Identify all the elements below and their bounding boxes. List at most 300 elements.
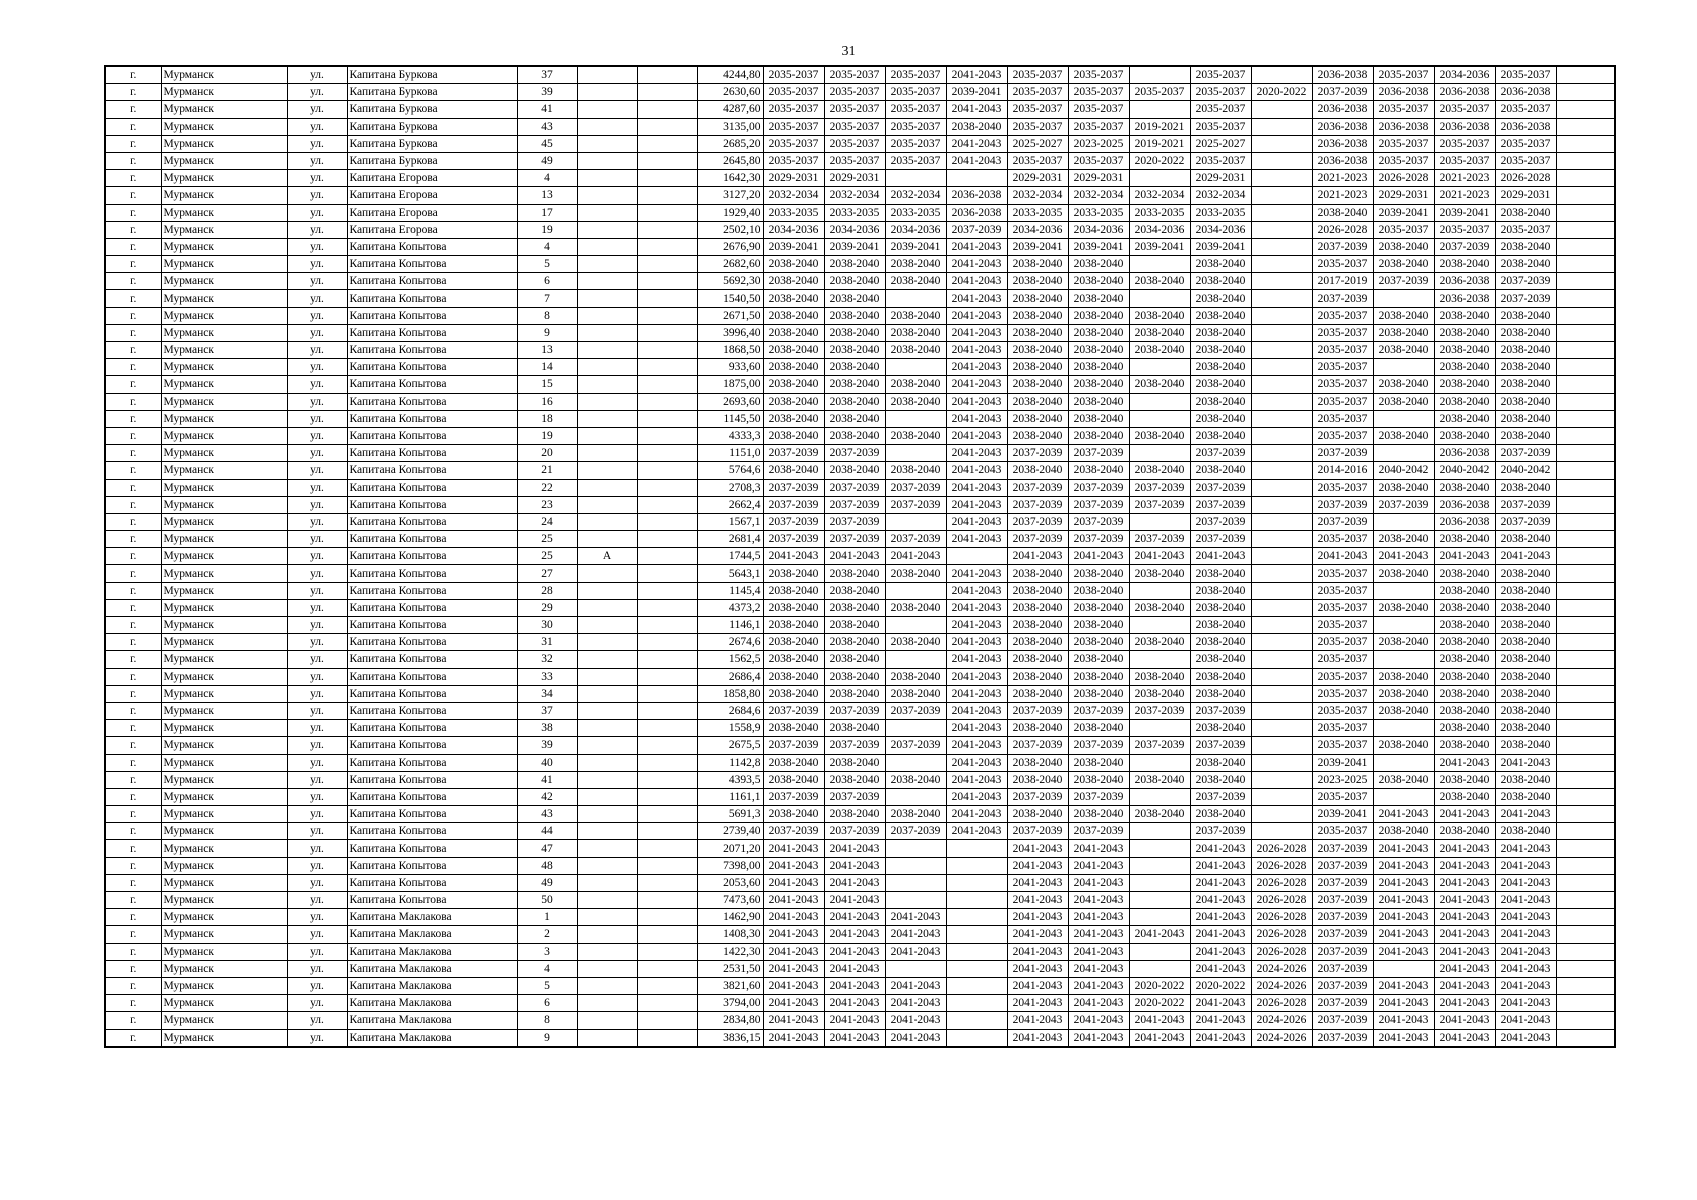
street-type-cell: ул. <box>287 307 347 324</box>
work-period-cell: 2038-2040 <box>1007 565 1068 582</box>
work-period-cell: 2037-2039 <box>824 513 885 530</box>
total-area-cell: 1145,50 <box>697 410 763 427</box>
work-period-cell: 2041-2043 <box>946 256 1007 273</box>
work-period-cell: 2038-2040 <box>1434 479 1495 496</box>
street-name-cell: Капитана Копытова <box>347 410 517 427</box>
work-period-cell: 2039-2041 <box>1190 238 1251 255</box>
work-period-cell: 2038-2040 <box>763 720 824 737</box>
work-period-cell: 2038-2040 <box>1495 651 1556 668</box>
house-number-cell: 28 <box>517 582 577 599</box>
work-period-cell: 2035-2037 <box>1312 531 1373 548</box>
work-period-cell: 2039-2041 <box>1434 204 1495 221</box>
work-period-cell: 2038-2040 <box>1495 634 1556 651</box>
city-cell: Мурманск <box>161 273 287 290</box>
work-period-cell: 2037-2039 <box>1007 479 1068 496</box>
building-letter-cell <box>577 273 637 290</box>
work-period-cell: 2037-2039 <box>1007 445 1068 462</box>
work-period-cell: 2041-2043 <box>946 651 1007 668</box>
building-letter-cell <box>577 977 637 994</box>
work-period-cell: 2035-2037 <box>1312 685 1373 702</box>
work-period-cell: 2038-2040 <box>1068 393 1129 410</box>
table-row <box>105 376 1615 393</box>
work-period-cell: 2040-2042 <box>1373 462 1434 479</box>
work-period-cell: 2037-2039 <box>824 737 885 754</box>
work-period-cell: 2041-2043 <box>1068 1029 1129 1047</box>
work-period-cell: 2037-2039 <box>1495 290 1556 307</box>
work-period-cell <box>1129 909 1190 926</box>
table-row <box>105 995 1615 1012</box>
table-row <box>105 101 1615 118</box>
work-period-cell <box>1556 204 1615 221</box>
work-period-cell: 2041-2043 <box>1434 943 1495 960</box>
locality-type-cell: г. <box>105 857 161 874</box>
work-period-cell: 2038-2040 <box>763 599 824 616</box>
house-number-cell: 16 <box>517 393 577 410</box>
work-period-cell: 2035-2037 <box>824 66 885 84</box>
building-block-cell <box>637 101 697 118</box>
work-period-cell <box>946 1012 1007 1029</box>
work-period-cell: 2037-2039 <box>1129 496 1190 513</box>
work-period-cell <box>1556 531 1615 548</box>
street-type-cell: ул. <box>287 410 347 427</box>
building-letter-cell <box>577 221 637 238</box>
building-block-cell <box>637 788 697 805</box>
work-period-cell: 2035-2037 <box>1312 307 1373 324</box>
work-period-cell: 2037-2039 <box>763 737 824 754</box>
building-letter-cell <box>577 685 637 702</box>
work-period-cell: 2026-2028 <box>1251 926 1312 943</box>
work-period-cell <box>1251 273 1312 290</box>
work-period-cell: 2035-2037 <box>1068 84 1129 101</box>
locality-type-cell: г. <box>105 702 161 719</box>
work-period-cell: 2024-2026 <box>1251 960 1312 977</box>
building-block-cell <box>637 823 697 840</box>
work-period-cell: 2035-2037 <box>1068 152 1129 169</box>
work-period-cell: 2038-2040 <box>1190 427 1251 444</box>
table-row <box>105 823 1615 840</box>
locality-type-cell: г. <box>105 840 161 857</box>
work-period-cell <box>885 582 946 599</box>
work-period-cell <box>946 926 1007 943</box>
work-period-cell <box>885 410 946 427</box>
work-period-cell <box>946 909 1007 926</box>
work-period-cell: 2038-2040 <box>885 342 946 359</box>
locality-type-cell: г. <box>105 376 161 393</box>
work-period-cell: 2038-2040 <box>885 806 946 823</box>
house-number-cell: 43 <box>517 806 577 823</box>
house-number-cell: 2 <box>517 926 577 943</box>
work-period-cell: 2037-2039 <box>1068 496 1129 513</box>
work-period-cell: 2041-2043 <box>946 479 1007 496</box>
street-type-cell: ул. <box>287 238 347 255</box>
work-period-cell: 2038-2040 <box>1007 410 1068 427</box>
work-period-cell: 2036-2038 <box>1312 152 1373 169</box>
street-type-cell: ул. <box>287 496 347 513</box>
work-period-cell: 2038-2040 <box>1068 427 1129 444</box>
city-cell: Мурманск <box>161 840 287 857</box>
work-period-cell: 2038-2040 <box>763 754 824 771</box>
work-period-cell: 2038-2040 <box>1129 668 1190 685</box>
page-number: 31 <box>841 44 856 59</box>
table-row <box>105 393 1615 410</box>
locality-type-cell: г. <box>105 651 161 668</box>
total-area-cell: 3821,60 <box>697 977 763 994</box>
work-period-cell: 2041-2043 <box>946 101 1007 118</box>
work-period-cell: 2037-2039 <box>763 531 824 548</box>
total-area-cell: 1929,40 <box>697 204 763 221</box>
work-period-cell: 2036-2038 <box>1434 118 1495 135</box>
work-period-cell: 2038-2040 <box>1373 599 1434 616</box>
building-block-cell <box>637 634 697 651</box>
building-block-cell <box>637 342 697 359</box>
work-period-cell: 2024-2026 <box>1251 977 1312 994</box>
street-name-cell: Капитана Буркова <box>347 135 517 152</box>
work-period-cell <box>1129 651 1190 668</box>
work-period-cell: 2038-2040 <box>1190 307 1251 324</box>
street-name-cell: Капитана Копытова <box>347 565 517 582</box>
work-period-cell <box>1556 840 1615 857</box>
work-period-cell: 2037-2039 <box>1190 496 1251 513</box>
work-period-cell: 2038-2040 <box>1190 754 1251 771</box>
building-block-cell <box>637 737 697 754</box>
work-period-cell <box>1251 737 1312 754</box>
locality-type-cell: г. <box>105 118 161 135</box>
work-period-cell: 2038-2040 <box>1434 771 1495 788</box>
work-period-cell: 2038-2040 <box>824 410 885 427</box>
street-type-cell: ул. <box>287 634 347 651</box>
work-period-cell: 2036-2038 <box>1434 496 1495 513</box>
work-period-cell: 2041-2043 <box>1373 1012 1434 1029</box>
work-period-cell: 2038-2040 <box>1190 290 1251 307</box>
work-period-cell: 2036-2038 <box>1312 101 1373 118</box>
building-block-cell <box>637 152 697 169</box>
building-letter-cell <box>577 496 637 513</box>
building-letter-cell <box>577 359 637 376</box>
city-cell: Мурманск <box>161 204 287 221</box>
work-period-cell: 2038-2040 <box>1373 634 1434 651</box>
work-period-cell: 2037-2039 <box>1068 788 1129 805</box>
work-period-cell <box>1373 359 1434 376</box>
house-number-cell: 14 <box>517 359 577 376</box>
work-period-cell: 2041-2043 <box>1068 840 1129 857</box>
work-period-cell: 2041-2043 <box>1495 874 1556 891</box>
table-row <box>105 685 1615 702</box>
work-period-cell: 2038-2040 <box>1495 342 1556 359</box>
total-area-cell: 2681,4 <box>697 531 763 548</box>
street-name-cell: Капитана Маклакова <box>347 995 517 1012</box>
work-period-cell: 2038-2040 <box>763 634 824 651</box>
street-name-cell: Капитана Копытова <box>347 634 517 651</box>
work-period-cell <box>1251 531 1312 548</box>
work-period-cell: 2035-2037 <box>1312 393 1373 410</box>
building-block-cell <box>637 685 697 702</box>
work-period-cell: 2041-2043 <box>1190 840 1251 857</box>
total-area-cell: 4373,2 <box>697 599 763 616</box>
street-name-cell: Капитана Копытова <box>347 617 517 634</box>
city-cell: Мурманск <box>161 702 287 719</box>
work-period-cell: 2041-2043 <box>946 685 1007 702</box>
locality-type-cell: г. <box>105 479 161 496</box>
work-period-cell: 2041-2043 <box>1373 1029 1434 1047</box>
building-letter-cell <box>577 909 637 926</box>
table-row <box>105 788 1615 805</box>
work-period-cell <box>1373 582 1434 599</box>
total-area-cell: 2671,50 <box>697 307 763 324</box>
work-period-cell: 2034-2036 <box>885 221 946 238</box>
work-period-cell: 2038-2040 <box>763 410 824 427</box>
work-period-cell: 2036-2038 <box>1434 84 1495 101</box>
work-period-cell: 2041-2043 <box>1495 909 1556 926</box>
building-block-cell <box>637 84 697 101</box>
work-period-cell: 2038-2040 <box>1434 256 1495 273</box>
work-period-cell: 2038-2040 <box>1190 685 1251 702</box>
building-block-cell <box>637 1029 697 1047</box>
work-period-cell: 2041-2043 <box>946 273 1007 290</box>
work-period-cell <box>885 445 946 462</box>
work-period-cell: 2038-2040 <box>1068 324 1129 341</box>
work-period-cell: 2038-2040 <box>763 771 824 788</box>
table-row <box>105 496 1615 513</box>
locality-type-cell: г. <box>105 273 161 290</box>
house-number-cell: 3 <box>517 943 577 960</box>
work-period-cell: 2037-2039 <box>1434 238 1495 255</box>
house-number-cell: 47 <box>517 840 577 857</box>
building-letter-cell: А <box>577 548 637 565</box>
work-period-cell: 2041-2043 <box>946 531 1007 548</box>
locality-type-cell: г. <box>105 496 161 513</box>
work-period-cell: 2029-2031 <box>1068 170 1129 187</box>
city-cell: Мурманск <box>161 135 287 152</box>
work-period-cell: 2039-2041 <box>1129 238 1190 255</box>
work-period-cell: 2035-2037 <box>1190 152 1251 169</box>
total-area-cell: 4333,3 <box>697 427 763 444</box>
work-period-cell: 2041-2043 <box>946 806 1007 823</box>
work-period-cell: 2038-2040 <box>824 617 885 634</box>
work-period-cell: 2041-2043 <box>946 359 1007 376</box>
city-cell: Мурманск <box>161 737 287 754</box>
work-period-cell: 2037-2039 <box>1129 702 1190 719</box>
work-period-cell: 2033-2035 <box>1068 204 1129 221</box>
work-period-cell: 2041-2043 <box>1007 995 1068 1012</box>
house-number-cell: 8 <box>517 1012 577 1029</box>
work-period-cell <box>885 754 946 771</box>
work-period-cell: 2038-2040 <box>1190 565 1251 582</box>
work-period-cell <box>1556 324 1615 341</box>
work-period-cell: 2038-2040 <box>1495 737 1556 754</box>
work-period-cell: 2038-2040 <box>1434 788 1495 805</box>
work-period-cell: 2035-2037 <box>763 135 824 152</box>
city-cell: Мурманск <box>161 359 287 376</box>
work-period-cell <box>1251 324 1312 341</box>
work-period-cell: 2035-2037 <box>1129 84 1190 101</box>
table-row <box>105 170 1615 187</box>
work-period-cell: 2041-2043 <box>946 668 1007 685</box>
work-period-cell: 2038-2040 <box>1434 685 1495 702</box>
building-letter-cell <box>577 702 637 719</box>
work-period-cell: 2038-2040 <box>1434 737 1495 754</box>
street-type-cell: ул. <box>287 771 347 788</box>
locality-type-cell: г. <box>105 238 161 255</box>
street-type-cell: ул. <box>287 582 347 599</box>
city-cell: Мурманск <box>161 892 287 909</box>
work-period-cell: 2037-2039 <box>1068 513 1129 530</box>
work-period-cell: 2041-2043 <box>824 874 885 891</box>
work-period-cell: 2038-2040 <box>1190 806 1251 823</box>
city-cell: Мурманск <box>161 565 287 582</box>
work-period-cell: 2038-2040 <box>1007 290 1068 307</box>
building-letter-cell <box>577 771 637 788</box>
work-period-cell: 2038-2040 <box>763 462 824 479</box>
work-period-cell: 2038-2040 <box>1068 410 1129 427</box>
work-period-cell <box>1556 238 1615 255</box>
street-type-cell: ул. <box>287 118 347 135</box>
work-period-cell: 2038-2040 <box>1007 427 1068 444</box>
work-period-cell: 2041-2043 <box>1190 943 1251 960</box>
work-period-cell: 2038-2040 <box>1129 806 1190 823</box>
work-period-cell: 2038-2040 <box>885 273 946 290</box>
work-period-cell <box>1556 187 1615 204</box>
work-period-cell <box>885 170 946 187</box>
work-period-cell: 2041-2043 <box>824 892 885 909</box>
building-letter-cell <box>577 84 637 101</box>
work-period-cell <box>1129 101 1190 118</box>
work-period-cell: 2038-2040 <box>1373 393 1434 410</box>
work-period-cell: 2035-2037 <box>1312 342 1373 359</box>
work-period-cell: 2038-2040 <box>1190 393 1251 410</box>
building-letter-cell <box>577 960 637 977</box>
work-period-cell: 2021-2023 <box>1312 170 1373 187</box>
street-type-cell: ул. <box>287 823 347 840</box>
work-period-cell <box>1251 118 1312 135</box>
work-period-cell: 2038-2040 <box>1007 273 1068 290</box>
street-type-cell: ул. <box>287 445 347 462</box>
work-period-cell: 2038-2040 <box>824 806 885 823</box>
work-period-cell: 2038-2040 <box>1068 617 1129 634</box>
house-number-cell: 15 <box>517 376 577 393</box>
work-period-cell <box>1556 1029 1615 1047</box>
total-area-cell: 4287,60 <box>697 101 763 118</box>
work-period-cell: 2035-2037 <box>1495 101 1556 118</box>
street-type-cell: ул. <box>287 221 347 238</box>
work-period-cell: 2036-2038 <box>1312 118 1373 135</box>
work-period-cell <box>1556 617 1615 634</box>
work-period-cell: 2038-2040 <box>1007 256 1068 273</box>
work-period-cell: 2038-2040 <box>1007 324 1068 341</box>
street-name-cell: Капитана Копытова <box>347 840 517 857</box>
work-period-cell: 2029-2031 <box>824 170 885 187</box>
building-block-cell <box>637 135 697 152</box>
work-period-cell: 2038-2040 <box>1068 273 1129 290</box>
street-name-cell: Капитана Копытова <box>347 238 517 255</box>
locality-type-cell: г. <box>105 685 161 702</box>
work-period-cell: 2037-2039 <box>1312 960 1373 977</box>
work-period-cell <box>1251 565 1312 582</box>
locality-type-cell: г. <box>105 754 161 771</box>
building-block-cell <box>637 307 697 324</box>
total-area-cell: 2684,6 <box>697 702 763 719</box>
work-period-cell <box>1251 170 1312 187</box>
street-name-cell: Капитана Егорова <box>347 204 517 221</box>
work-period-cell: 2041-2043 <box>1007 840 1068 857</box>
work-period-cell: 2038-2040 <box>1495 617 1556 634</box>
work-period-cell: 2041-2043 <box>1068 1012 1129 1029</box>
work-period-cell: 2038-2040 <box>1434 359 1495 376</box>
work-period-cell: 2038-2040 <box>824 771 885 788</box>
work-period-cell: 2038-2040 <box>1434 634 1495 651</box>
work-period-cell: 2041-2043 <box>1495 1012 1556 1029</box>
building-letter-cell <box>577 376 637 393</box>
work-period-cell: 2041-2043 <box>1129 548 1190 565</box>
work-period-cell <box>885 892 946 909</box>
work-period-cell: 2038-2040 <box>824 685 885 702</box>
work-period-cell: 2041-2043 <box>1373 840 1434 857</box>
street-type-cell: ул. <box>287 1012 347 1029</box>
work-period-cell: 2041-2043 <box>946 307 1007 324</box>
locality-type-cell: г. <box>105 943 161 960</box>
work-period-cell: 2035-2037 <box>1495 221 1556 238</box>
house-number-cell: 5 <box>517 256 577 273</box>
work-period-cell: 2039-2041 <box>824 238 885 255</box>
work-period-cell: 2035-2037 <box>1312 617 1373 634</box>
street-type-cell: ул. <box>287 531 347 548</box>
work-period-cell: 2035-2037 <box>763 118 824 135</box>
house-number-cell: 20 <box>517 445 577 462</box>
work-period-cell <box>1556 393 1615 410</box>
work-period-cell: 2026-2028 <box>1251 857 1312 874</box>
work-period-cell: 2034-2036 <box>824 221 885 238</box>
house-number-cell: 42 <box>517 788 577 805</box>
city-cell: Мурманск <box>161 393 287 410</box>
locality-type-cell: г. <box>105 668 161 685</box>
building-letter-cell <box>577 393 637 410</box>
building-block-cell <box>637 410 697 427</box>
work-period-cell: 2035-2037 <box>1312 788 1373 805</box>
work-period-cell <box>1251 307 1312 324</box>
total-area-cell: 2674,6 <box>697 634 763 651</box>
work-period-cell <box>946 857 1007 874</box>
building-block-cell <box>637 118 697 135</box>
building-letter-cell <box>577 118 637 135</box>
work-period-cell: 2038-2040 <box>1190 651 1251 668</box>
work-period-cell: 2038-2040 <box>824 359 885 376</box>
building-letter-cell <box>577 599 637 616</box>
work-period-cell: 2038-2040 <box>824 376 885 393</box>
work-period-cell: 2041-2043 <box>1495 1029 1556 1047</box>
work-period-cell: 2037-2039 <box>885 702 946 719</box>
work-period-cell: 2039-2041 <box>1373 204 1434 221</box>
work-period-cell: 2041-2043 <box>1373 995 1434 1012</box>
building-block-cell <box>637 702 697 719</box>
work-period-cell <box>1251 685 1312 702</box>
work-period-cell: 2041-2043 <box>946 565 1007 582</box>
work-period-cell: 2037-2039 <box>763 702 824 719</box>
street-name-cell: Капитана Копытова <box>347 290 517 307</box>
work-period-cell: 2038-2040 <box>1434 599 1495 616</box>
work-period-cell: 2033-2035 <box>1007 204 1068 221</box>
total-area-cell: 1868,50 <box>697 342 763 359</box>
building-letter-cell <box>577 290 637 307</box>
street-type-cell: ул. <box>287 874 347 891</box>
work-period-cell <box>1129 513 1190 530</box>
work-period-cell: 2038-2040 <box>885 427 946 444</box>
building-block-cell <box>637 273 697 290</box>
work-period-cell: 2041-2043 <box>1129 926 1190 943</box>
work-period-cell: 2037-2039 <box>1312 1029 1373 1047</box>
locality-type-cell: г. <box>105 427 161 444</box>
work-period-cell: 2038-2040 <box>1495 582 1556 599</box>
city-cell: Мурманск <box>161 754 287 771</box>
total-area-cell: 1145,4 <box>697 582 763 599</box>
